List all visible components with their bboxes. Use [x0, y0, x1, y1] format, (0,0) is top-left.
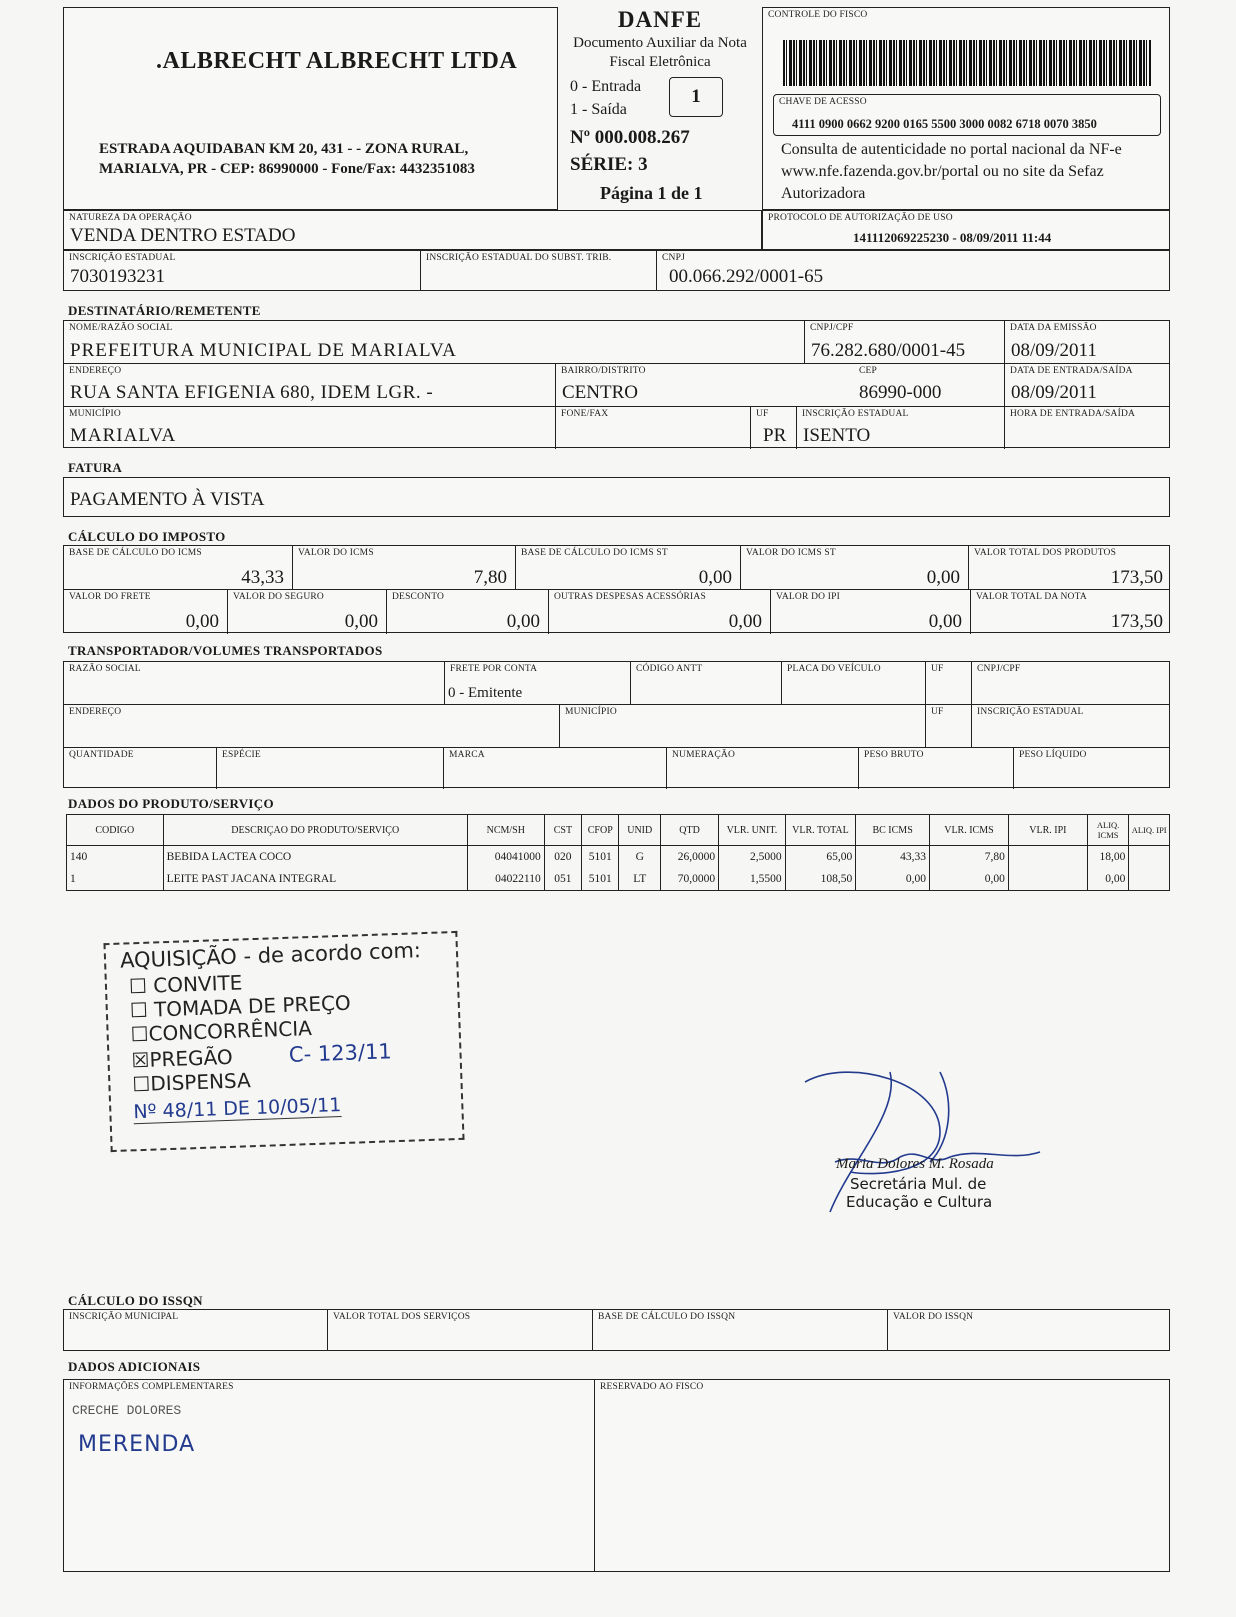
dest-entrada-cell	[1005, 364, 1171, 406]
cell-vlr-unit: 1,5500	[719, 868, 785, 891]
issqn-im-label: INSCRIÇÃO MUNICIPAL	[69, 1312, 179, 1322]
danfe-sub2: Fiscal Eletrônica	[609, 54, 711, 70]
transp-antt-label: CÓDIGO ANTT	[636, 664, 703, 674]
cell-vlr-ipi	[1008, 846, 1087, 869]
cell-descricao: BEBIDA LACTEA COCO	[163, 846, 467, 869]
dest-endereco-cell	[64, 364, 556, 406]
signature-cargo1: Secretária Mul. de	[850, 1175, 987, 1193]
dest-bairro-value: CENTRO	[562, 382, 638, 403]
dest-entrada-value: 08/09/2011	[1011, 382, 1097, 403]
cell-bc-icms: 43,33	[856, 846, 930, 869]
issqn-title: CÁLCULO DO ISSQN	[68, 1293, 203, 1308]
transp-antt-cell	[631, 662, 782, 705]
cell-unid: G	[619, 846, 661, 869]
cell-ncm: 04041000	[467, 846, 544, 869]
dest-endereco-label: ENDEREÇO	[69, 366, 122, 376]
transp-uf-label: UF	[931, 664, 944, 674]
transp-frete-label: FRETE POR CONTA	[450, 664, 538, 674]
transp-qtd-cell	[64, 748, 217, 789]
barcode	[783, 40, 1151, 86]
transp-razao-cell	[64, 662, 445, 705]
dest-fone-label: FONE/FAX	[561, 409, 609, 419]
natureza-box	[63, 210, 762, 250]
destinatario-title: DESTINATÁRIO/REMETENTE	[68, 303, 261, 318]
cell-unid: LT	[619, 868, 661, 891]
issqn-im-cell	[64, 1310, 328, 1350]
danfe-saida: 1 - Saída	[570, 101, 627, 118]
dest-emissao-value: 08/09/2011	[1011, 340, 1097, 361]
transp-frete-value: 0 - Emitente	[448, 685, 523, 701]
transp-municipio-label: MUNICÍPIO	[565, 707, 617, 717]
cell-qtd: 26,0000	[661, 846, 719, 869]
ipi-cell	[771, 590, 971, 634]
dest-bairro-label: BAIRRO/DISTRITO	[561, 366, 646, 376]
seguro-label: VALOR DO SEGURO	[233, 592, 324, 602]
cell-descricao: LEITE PAST JACANA INTEGRAL	[163, 868, 467, 891]
total-nota-value: 173,50	[1110, 611, 1163, 632]
transporte-box	[63, 661, 1170, 788]
handwritten-merenda: MERENDA	[78, 1432, 196, 1457]
cell-codigo: 140	[67, 846, 164, 869]
bc-icms-label: BASE DE CÁLCULO DO ICMS	[69, 548, 202, 558]
transp-peso-bruto-cell	[859, 748, 1014, 789]
col-aliq-icms: ALIQ. ICMS	[1087, 815, 1129, 846]
total-prod-label: VALOR TOTAL DOS PRODUTOS	[974, 548, 1117, 558]
dest-ie-cell	[797, 407, 1005, 449]
stamp-line-5: ☒PREGÃO C- 123/11	[131, 1039, 393, 1073]
cell-aliq-icms: 0,00	[1087, 868, 1129, 891]
dest-hora-cell	[1005, 407, 1171, 449]
stamp-line-3: ☐ TOMADA DE PREÇO	[129, 990, 352, 1023]
transp-especie-label: ESPÉCIE	[222, 750, 261, 760]
transp-razao-label: RAZÃO SOCIAL	[69, 664, 141, 674]
danfe-sub1: Documento Auxiliar da Nota	[573, 35, 747, 51]
chave-label: CHAVE DE ACESSO	[779, 97, 867, 107]
transp-numeracao-cell	[667, 748, 859, 789]
table-row	[67, 868, 1170, 891]
stamp-numero: Nº 48/11 DE 10/05/11	[132, 1094, 342, 1124]
stamp-pregao-numero: C- 123/11	[288, 1039, 393, 1067]
transp-peso-bruto-label: PESO BRUTO	[864, 750, 924, 760]
issqn-servicos-label: VALOR TOTAL DOS SERVIÇOS	[333, 1312, 471, 1322]
transp-endereco-label: ENDEREÇO	[69, 707, 122, 717]
desconto-value: 0,00	[506, 611, 540, 632]
fatura-title: FATURA	[68, 460, 123, 475]
transp-peso-liquido-label: PESO LÍQUIDO	[1019, 750, 1087, 760]
cell-vlr-icms: 0,00	[929, 868, 1008, 891]
frete-label: VALOR DO FRETE	[69, 592, 151, 602]
icms-cell	[293, 546, 516, 590]
stamp-line-2: ☐ CONVITE	[128, 970, 243, 999]
dest-cep-value: 86990-000	[859, 382, 942, 403]
transp-placa-label: PLACA DO VEÍCULO	[787, 664, 881, 674]
natureza-value: VENDA DENTRO ESTADO	[70, 225, 296, 246]
issqn-valor-label: VALOR DO ISSQN	[893, 1312, 974, 1322]
ie-row	[63, 250, 1170, 291]
transp-uf-cell	[926, 662, 972, 705]
info-complementar-cell	[64, 1380, 595, 1571]
fatura-box	[63, 477, 1170, 517]
transp-ie-cell	[972, 705, 1171, 747]
issqn-bc-cell	[593, 1310, 888, 1350]
col-descricao: DESCRIÇAO DO PRODUTO/SERVIÇO	[163, 815, 467, 846]
danfe-block	[558, 7, 762, 210]
issqn-box	[63, 1309, 1170, 1351]
cnpj-emit-value: 00.066.292/0001-65	[669, 266, 824, 287]
col-cfop: CFOP	[582, 815, 619, 846]
issqn-valor-cell	[888, 1310, 1171, 1350]
transp-cnpj-label: CNPJ/CPF	[977, 664, 1021, 674]
stamp-line-6: ☐DISPENSA	[131, 1068, 252, 1097]
natureza-label: NATUREZA DA OPERAÇÃO	[69, 213, 192, 223]
protocolo-label: PROTOCOLO DE AUTORIZAÇÃO DE USO	[768, 213, 953, 223]
cell-cst: 020	[544, 846, 581, 869]
icms-label: VALOR DO ICMS	[298, 548, 374, 558]
produtos-table	[66, 814, 1170, 891]
consulta-texto: Consulta de autenticidade no portal nacional da NF-e www.nfe.fazenda.gov.br/portal ou no site da Sefaz Autorizadora	[781, 141, 1122, 202]
transp-ie-label: INSCRIÇÃO ESTADUAL	[977, 707, 1084, 717]
transp-endereco-cell	[64, 705, 560, 747]
chave-acesso: 4111 0900 0662 9200 0165 5500 3000 0082 6718 0070 3850	[792, 117, 1097, 131]
total-nota-cell	[971, 590, 1171, 634]
emitente-box	[63, 7, 558, 210]
col-codigo: CODIGO	[67, 815, 164, 846]
info-complementar-label: INFORMAÇÕES COMPLEMENTARES	[69, 1382, 234, 1392]
dest-municipio-value: MARIALVA	[70, 425, 177, 446]
icms-value: 7,80	[473, 567, 507, 588]
cell-aliq-ipi	[1129, 846, 1170, 869]
cell-bc-icms: 0,00	[856, 868, 930, 891]
dest-nome-cell	[64, 321, 805, 364]
col-cst: CST	[544, 815, 581, 846]
cell-aliq-ipi	[1129, 868, 1170, 891]
transp-placa-cell	[782, 662, 926, 705]
dest-cnpj-label: CNPJ/CPF	[810, 323, 854, 333]
transp-cnpj-cell	[972, 662, 1171, 705]
icms-st-cell	[741, 546, 969, 590]
signature-cargo2: Educação e Cultura	[846, 1193, 993, 1211]
cell-cst: 051	[544, 868, 581, 891]
cell-ncm: 04022110	[467, 868, 544, 891]
issqn-servicos-cell	[328, 1310, 593, 1350]
dest-municipio-cell	[64, 407, 556, 449]
cell-cfop: 5101	[582, 868, 619, 891]
transp-marca-cell	[444, 748, 667, 789]
icms-st-value: 0,00	[926, 567, 960, 588]
transp-peso-liquido-cell	[1014, 748, 1171, 789]
stamp-line-4: ☐CONCORRÊNCIA	[130, 1016, 313, 1047]
desconto-cell	[387, 590, 549, 634]
col-vlr-icms: VLR. ICMS	[929, 815, 1008, 846]
dest-nome-label: NOME/RAZÃO SOCIAL	[69, 323, 173, 333]
bc-st-label: BASE DE CÁLCULO DO ICMS ST	[521, 548, 668, 558]
aquisicao-stamp	[103, 931, 464, 1152]
cell-vlr-ipi	[1008, 868, 1087, 891]
reservado-fisco-label: RESERVADO AO FISCO	[600, 1382, 704, 1392]
outras-label: OUTRAS DESPESAS ACESSÓRIAS	[554, 592, 706, 602]
ie-value: 7030193231	[70, 266, 165, 287]
iest-cell	[421, 251, 657, 290]
dest-emissao-label: DATA DA EMISSÃO	[1010, 323, 1097, 333]
produtos-header-row	[67, 815, 1170, 846]
transporte-title: TRANSPORTADOR/VOLUMES TRANSPORTADOS	[68, 643, 383, 658]
stamp-convite: CONVITE	[152, 970, 243, 998]
total-nota-label: VALOR TOTAL DA NOTA	[976, 592, 1087, 602]
col-bc-icms: BC ICMS	[856, 815, 930, 846]
issqn-bc-label: BASE DE CÁLCULO DO ISSQN	[598, 1312, 736, 1322]
stamp-line-7	[133, 1094, 342, 1123]
stamp-pregao: PREGÃO	[149, 1044, 234, 1072]
dest-entrada-label: DATA DE ENTRADA/SAÍDA	[1010, 366, 1133, 376]
protocolo-box	[762, 210, 1170, 250]
adicionais-box	[63, 1379, 1170, 1572]
desconto-label: DESCONTO	[392, 592, 445, 602]
cell-aliq-icms: 18,00	[1087, 846, 1129, 869]
cell-vlr-icms: 7,80	[929, 846, 1008, 869]
stamp-line-1: AQUISIÇÃO - de acordo com:	[119, 938, 422, 973]
transp-marca-label: MARCA	[449, 750, 485, 760]
transp-especie-cell	[217, 748, 444, 789]
dest-nome-value: PREFEITURA MUNICIPAL DE MARIALVA	[70, 340, 457, 361]
chave-box	[773, 94, 1161, 136]
dest-municipio-label: MUNICÍPIO	[69, 409, 121, 419]
info-complementar-value: CRECHE DOLORES	[72, 1403, 182, 1418]
dest-cnpj-value: 76.282.680/0001-45	[811, 340, 966, 361]
dest-uf-label: UF	[756, 409, 769, 419]
dest-ie-label: INSCRIÇÃO ESTADUAL	[802, 409, 909, 419]
danfe-pagina: Página 1 de 1	[600, 183, 703, 203]
controle-fisco-label: CONTROLE DO FISCO	[768, 10, 868, 20]
ie-label: INSCRIÇÃO ESTADUAL	[69, 253, 176, 263]
frete-cell	[64, 590, 228, 634]
reservado-fisco-cell	[595, 1380, 1171, 1571]
transp-frete-cell	[445, 662, 631, 705]
cell-vlr-total: 65,00	[785, 846, 856, 869]
dest-bairro-cell	[556, 364, 1005, 406]
bc-icms-value: 43,33	[241, 567, 284, 588]
col-vlr-unit: VLR. UNIT.	[719, 815, 785, 846]
stamp-concorrencia: CONCORRÊNCIA	[148, 1016, 313, 1046]
signature-name: Maria Dolores M. Rosada	[836, 1156, 994, 1172]
emitente-endereco2: MARIALVA, PR - CEP: 86990000 - Fone/Fax: 4432351083	[99, 161, 475, 177]
ipi-label: VALOR DO IPI	[776, 592, 840, 602]
col-ncm: NCM/SH	[467, 815, 544, 846]
emitente-endereco1: ESTRADA AQUIDABAN KM 20, 431 - - ZONA RURAL,	[99, 141, 469, 157]
danfe-title: DANFE	[617, 7, 703, 32]
dest-cnpj-cell	[805, 321, 1005, 364]
transp-uf2-cell	[926, 705, 972, 747]
stamp-tomada: TOMADA DE PREÇO	[153, 990, 352, 1022]
table-row	[67, 846, 1170, 869]
total-prod-cell	[969, 546, 1171, 590]
ie-cell	[64, 251, 421, 290]
transp-qtd-label: QUANTIDADE	[69, 750, 134, 760]
outras-value: 0,00	[728, 611, 762, 632]
dest-uf-cell	[751, 407, 797, 449]
bc-st-value: 0,00	[698, 567, 732, 588]
transp-uf2-label: UF	[931, 707, 944, 717]
dest-endereco-value: RUA SANTA EFIGENIA 680, IDEM LGR. -	[70, 382, 434, 403]
cell-vlr-total: 108,50	[785, 868, 856, 891]
col-aliq-ipi: ALIQ. IPI	[1129, 815, 1170, 846]
controle-fisco-box	[762, 7, 1170, 210]
transp-numeracao-label: NUMERAÇÃO	[672, 750, 736, 760]
dest-hora-label: HORA DE ENTRADA/SAÍDA	[1010, 409, 1136, 419]
dest-cep-label: CEP	[859, 366, 878, 376]
frete-value: 0,00	[185, 611, 219, 632]
col-qtd: QTD	[661, 815, 719, 846]
destinatario-box	[63, 320, 1170, 448]
outras-cell	[549, 590, 771, 634]
seguro-value: 0,00	[344, 611, 378, 632]
seguro-cell	[228, 590, 387, 634]
transp-municipio-cell	[560, 705, 926, 747]
col-vlr-total: VLR. TOTAL	[785, 815, 856, 846]
danfe-serie: SÉRIE: 3	[570, 154, 648, 175]
iest-label: INSCRIÇÃO ESTADUAL DO SUBST. TRIB.	[426, 253, 612, 263]
produtos-title: DADOS DO PRODUTO/SERVIÇO	[68, 796, 274, 811]
protocolo-value: 141112069225230 - 08/09/2011 11:44	[853, 230, 1052, 245]
dest-emissao-cell	[1005, 321, 1171, 364]
emitente-nome: .ALBRECHT ALBRECHT LTDA	[156, 48, 518, 74]
danfe-tipo: 1	[669, 77, 723, 117]
col-unid: UNID	[619, 815, 661, 846]
dest-uf-value: PR	[763, 425, 787, 446]
cell-codigo: 1	[67, 868, 164, 891]
stamp-dispensa: DISPENSA	[149, 1068, 252, 1096]
cell-vlr-unit: 2,5000	[719, 846, 785, 869]
cell-qtd: 70,0000	[661, 868, 719, 891]
imposto-box	[63, 545, 1170, 633]
ipi-value: 0,00	[928, 611, 962, 632]
danfe-numero: Nº 000.008.267	[570, 127, 690, 148]
fatura-texto: PAGAMENTO À VISTA	[70, 489, 265, 510]
icms-st-label: VALOR DO ICMS ST	[746, 548, 836, 558]
col-vlr-ipi: VLR. IPI	[1008, 815, 1087, 846]
adicionais-title: DADOS ADICIONAIS	[68, 1359, 201, 1374]
imposto-title: CÁLCULO DO IMPOSTO	[68, 529, 226, 544]
dest-ie-value: ISENTO	[803, 425, 871, 446]
total-prod-value: 173,50	[1110, 567, 1163, 588]
cnpj-emit-label: CNPJ	[662, 253, 685, 263]
cell-cfop: 5101	[582, 846, 619, 869]
bc-icms-cell	[64, 546, 293, 590]
danfe-entrada: 0 - Entrada	[570, 78, 642, 95]
cnpj-emit-cell	[657, 251, 937, 290]
bc-st-cell	[516, 546, 741, 590]
dest-fone-cell	[556, 407, 751, 449]
